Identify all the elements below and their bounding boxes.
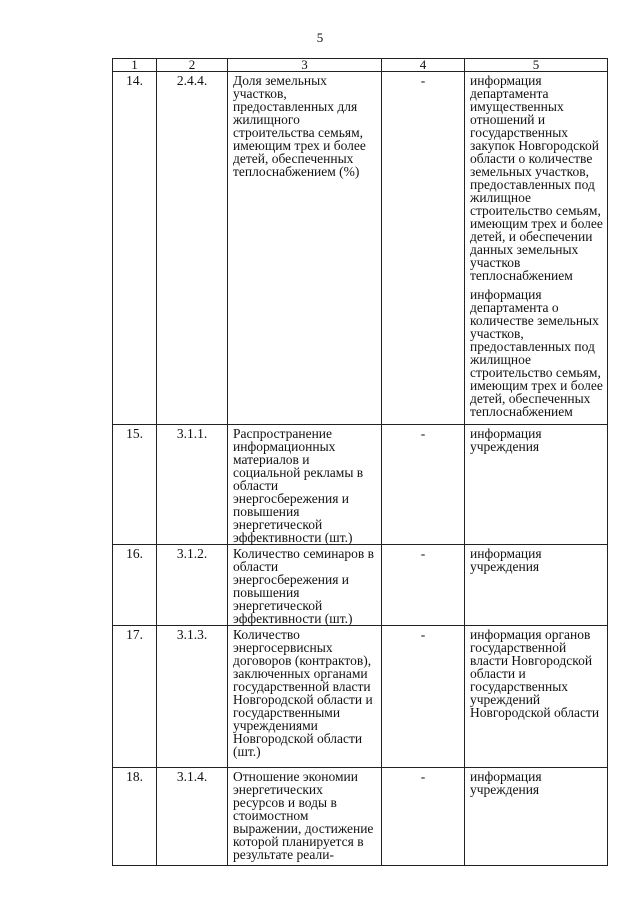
data-source-part: информация органов государственной власти Новгородской области и государственных учреждений Новгородской области [470,627,600,720]
data-source-part: информация учреждения [470,546,542,574]
indicator-name: Количество семинаров в области энергосбережения и повышения энергетической эффективности (шт.) [228,545,382,626]
indicator-name: Доля земельных участков, предоставленных для жилищного строительства семьям, имеющим трех и более детей, обеспеченных теплоснабжением (%) [228,72,382,425]
data-source-part: информация учреждения [470,426,542,454]
table-row [113,425,608,545]
row-number: 14. [113,72,157,425]
header-cell-4: 4 [382,59,465,72]
indicator-value: - [382,72,465,425]
row-number: 18. [113,768,157,866]
indicators-table [112,58,608,866]
row-code: 3.1.1. [157,425,228,545]
table-header-row [113,59,608,72]
table-row [113,626,608,768]
row-code: 3.1.4. [157,768,228,866]
header-cell-2: 2 [157,59,228,72]
indicator-name: Распространение информационных материалов и социальной рекламы в области энергосбережения и повышения энергетической эффективности (шт.) [228,425,382,545]
indicator-name: Отношение экономии энергетических ресурсов и воды в стоимостном выражении, достижение которой планируется в результате реали- [228,768,382,866]
indicator-value: - [382,545,465,626]
data-source [465,425,608,545]
data-source-part: информация учреждения [470,769,542,797]
table-row [113,768,608,866]
indicator-name: Количество энергосервисных договоров (контрактов), заключенных органами государственной власти Новгородской области и государственными учреждениями Новгородской области (шт.) [228,626,382,768]
data-source [465,545,608,626]
data-source-part: информация департамента имущественных отношений и государственных закупок Новгородской области о количестве земельных участков, предоставленных под жилищное строительство семьям, имеющим трех и более детей, и обеспечении данных земельных участков теплоснабжением [470,73,603,283]
row-code: 2.4.4. [157,72,228,425]
row-number: 16. [113,545,157,626]
indicator-value: - [382,425,465,545]
indicator-value: - [382,626,465,768]
row-number: 15. [113,425,157,545]
indicator-value: - [382,768,465,866]
row-code: 3.1.2. [157,545,228,626]
table-row [113,545,608,626]
page-number: 5 [316,30,324,45]
row-code: 3.1.3. [157,626,228,768]
table-row [113,72,608,425]
data-source [465,626,608,768]
header-cell-1: 1 [113,59,157,72]
data-source-part: информация департамента о количестве земельных участков, предоставленных под жилищное строительство семьям, имеющим трех и более детей, обеспеченных теплоснабжением [470,287,603,419]
data-source [465,768,608,866]
data-source [465,72,608,425]
header-cell-3: 3 [228,59,382,72]
row-number: 17. [113,626,157,768]
header-cell-5: 5 [465,59,608,72]
